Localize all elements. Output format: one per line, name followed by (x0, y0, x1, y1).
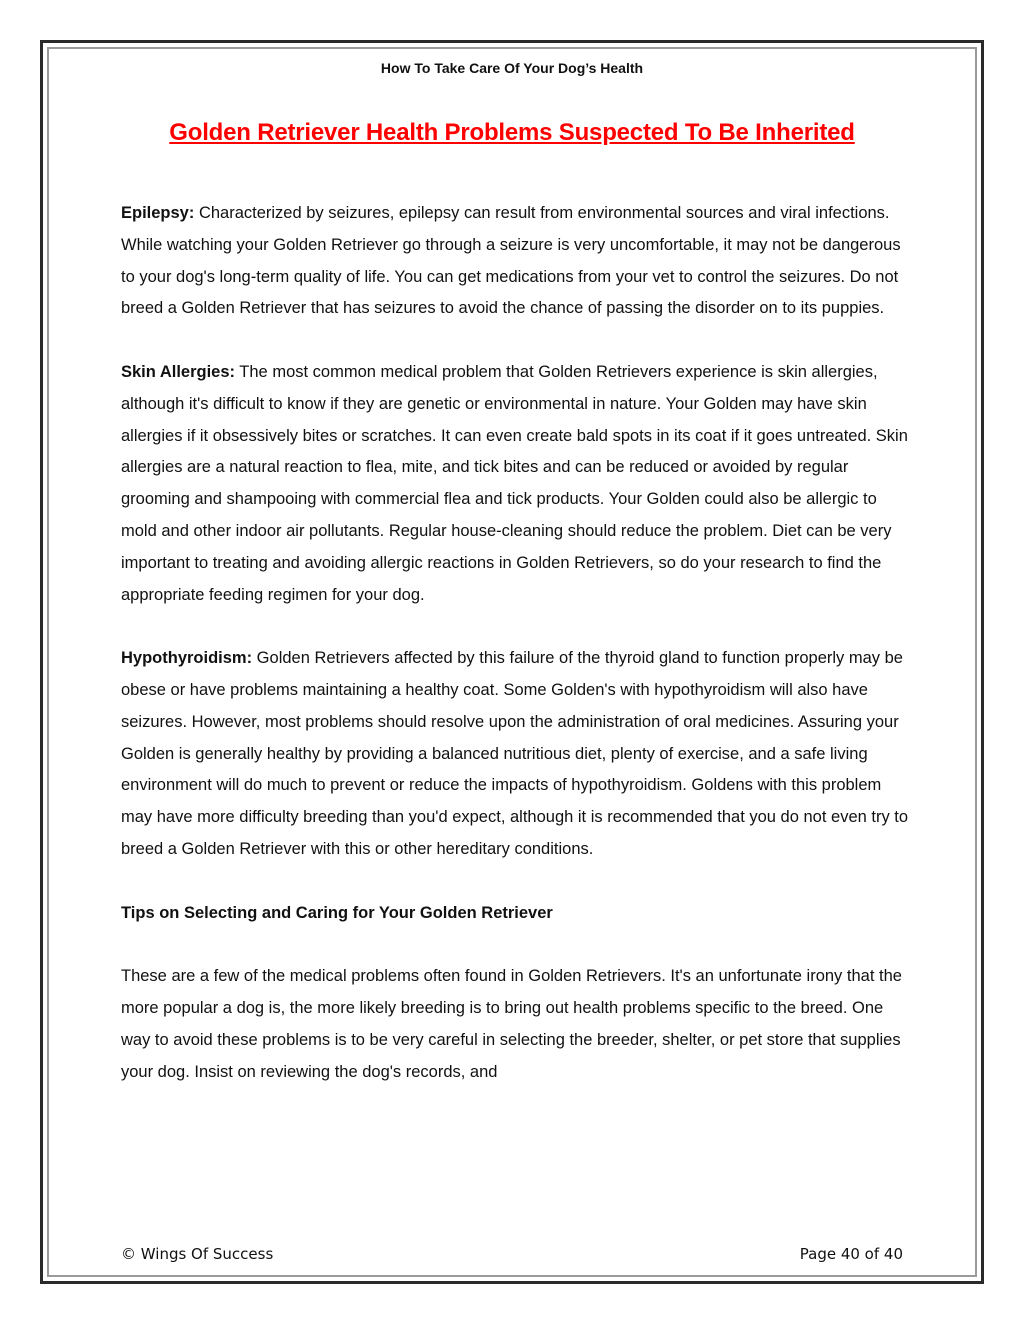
section-heading: Epilepsy: (121, 204, 195, 222)
page-footer (121, 1245, 903, 1263)
tips-heading-text: Tips on Selecting and Caring for Your Golden Retriever (121, 903, 553, 922)
footer-copyright: © Wings Of Success (121, 1245, 274, 1263)
page-title: Golden Retriever Health Problems Suspected To Be Inherited (169, 119, 855, 146)
section-skin-allergies (121, 357, 911, 611)
section-text: Characterized by seizures, epilepsy can result from environmental sources and viral infections. While watching your Golden Retriever go through a seizure is very uncomfortable, it may not be dangerous to your dog's long-term quality of life. You can get medications from your vet to control the seizures. Do not breed a Golden Retriever that has seizures to avoid the chance of passing the disorder on to its puppies. (121, 204, 901, 318)
footer-page-number: Page 40 of 40 (799, 1245, 903, 1263)
document-body (121, 198, 911, 1120)
tips-paragraph: These are a few of the medical problems often found in Golden Retrievers. It's an unfortunate irony that the more popular a dog is, the more likely breeding is to bring out health problems specific to the breed. One way to avoid these problems is to be very careful in selecting the breeder, shelter, or pet store that supplies your dog. Insist on reviewing the dog's records, and (121, 967, 902, 1081)
section-text: Golden Retrievers affected by this failure of the thyroid gland to function properly may be obese or have problems maintaining a healthy coat. Some Golden's with hypothyroidism will also have seizures. However, most problems should resolve upon the administration of oral medicines. Assuring your Golden is generally healthy by providing a balanced nutritious diet, plenty of exercise, and a safe living environment will do much to prevent or reduce the impacts of hypothyroidism. Goldens with this problem may have more difficulty breeding than you'd expect, although it is recommended that you do not even try to breed a Golden Retriever with this or other hereditary conditions. (121, 649, 909, 858)
section-hypothyroidism (121, 643, 911, 866)
section-heading: Skin Allergies: (121, 362, 236, 381)
tips-heading (121, 898, 911, 930)
running-header: How To Take Care Of Your Dog’s Health (380, 60, 644, 76)
section-epilepsy (121, 198, 911, 325)
section-text: The most common medical problem that Golden Retrievers experience is skin allergies, although it's difficult to know if they are genetic or environmental in nature. Your Golden may have skin allergies if it obsessively bites or scratches. It can even create bald spots in its coat if it goes untreated. Skin allergies are a natural reaction to flea, mite, and tick bites and can be reduced or avoided by regular grooming and shampooing with commercial flea and tick products. Your Golden could also be allergic to mold and other indoor air pollutants. Regular house-cleaning should reduce the problem. Diet can be very important to treating and avoiding allergic reactions in Golden Retrievers, so do your research to find the appropriate feeding regimen for your dog. (121, 362, 908, 604)
section-heading: Hypothyroidism: (121, 649, 253, 668)
